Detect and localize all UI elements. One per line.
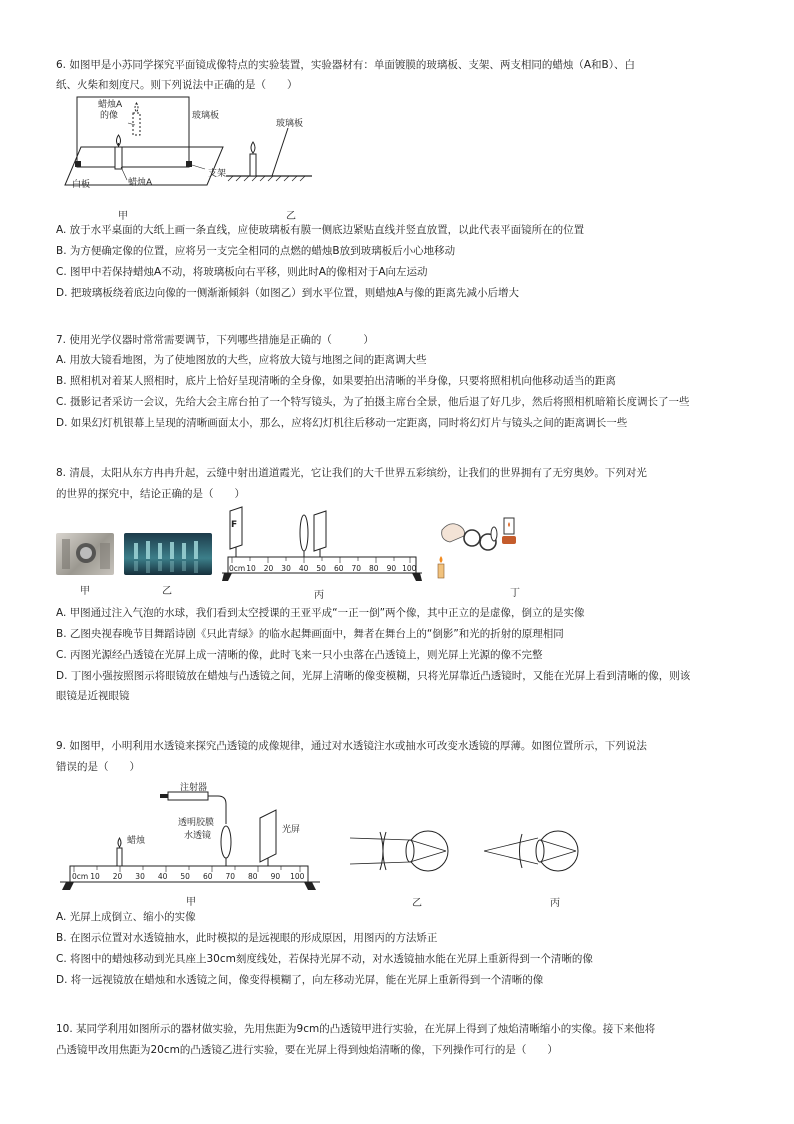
q9-ruler-num: 70 [225,872,236,881]
q6-caption-a: 甲 [118,211,128,222]
q8-option-b: B. 乙图央视春晚节目舞蹈诗剧《只此青绿》的临水起舞画面中，舞者在舞台上的“倒影”和光的折射的原理相同 [56,628,564,640]
q8-option-a: A. 甲图通过注入气泡的水球，我们看到太空授课的王亚平成“一正一倒”两个像，其中正立的是虚像，倒立的是实像 [56,607,585,619]
q9-option-a: A. 光屏上成倒立、缩小的实像 [56,911,196,923]
q6-option-c: C. 图甲中若保持蜡烛A不动，将玻璃板向右平移，则此时A的像相对于A向左运动 [56,266,428,278]
q6-stem-line1: 6. 如图甲是小苏同学探究平面镜成像特点的实验装置，实验器材有：单面镀膜的玻璃板、支架、两支相同的蜡烛（A和B）、白 [56,59,635,71]
q7-option-d: D. 如果幻灯机银幕上呈现的清晰画面太小，那么，应将幻灯机往后移动一定距离，同时将幻灯片与镜头之间的距离调长一些 [56,417,628,429]
q8-ruler-num: 20 [263,564,274,573]
q9-label-screen: 光屏 [282,825,301,835]
q6-label-candle: 蜡烛A [128,178,153,188]
q8-ruler-num: 10 [246,564,256,573]
q8-option-d-continued: 眼镜是近视眼镜 [56,690,130,702]
eye-diagram-b [350,826,460,876]
q8-ruler-num: 50 [316,564,326,573]
q8-ruler-unit: 0cm [229,564,246,573]
q8-option-c: C. 丙图光源经凸透镜在光屏上成一清晰的像，此时飞来一只小虫落在凸透镜上，则光屏上光源的像不完整 [56,649,543,661]
q9-ruler-num: 100 [290,872,305,881]
q6-caption-b: 乙 [286,211,296,222]
q9-figure-eye-b [350,826,460,876]
q9-ruler-num: 90 [270,872,281,881]
q9-ruler-num: 50 [180,872,190,881]
q9-ruler-num: 30 [135,872,145,881]
q6-option-b: B. 为方便确定像的位置，应将另一支完全相同的点燃的蜡烛B放到玻璃板后小心地移动 [56,245,456,257]
water-ball-image [56,533,114,575]
q8-ruler-scale [229,564,416,573]
q10-stem-line2: 凸透镜甲改用焦距为20cm的凸透镜乙进行实验，要在光屏上得到烛焰清晰的像，下列操作可行的是（ ） [56,1044,558,1056]
q8-ruler-num: 90 [386,564,397,573]
q8-figure-glasses [432,510,532,582]
q9-ruler-num: 20 [112,872,123,881]
q8-ruler-num: 100 [402,564,417,573]
q6-stem-line2: 纸、火柴和刻度尺。则下列说法中正确的是（ ） [56,79,298,91]
glasses-lens-diagram [432,510,532,582]
q8-caption-a: 甲 [80,586,90,597]
q9-caption-a: 甲 [186,897,196,908]
q8-ruler-num: 40 [298,564,309,573]
q6-label-stand: 支架 [208,169,227,179]
q6-option-a: A. 放于水平桌面的大纸上画一条直线，应使玻璃板有膜一侧底边紧贴直线并竖直放置，以此代表平面镜所在的位置 [56,224,585,236]
q6-label-image-line2: 的像 [100,111,119,121]
q9-label-lens-line1: 透明胶膜 [178,818,215,828]
q8-ruler-num: 80 [369,564,379,573]
q9-label-lens-line2: 水透镜 [184,831,212,841]
q9-caption-c: 丙 [550,898,560,909]
q8-photo-space-class [56,533,114,575]
q6-label-glass-b: 玻璃板 [276,119,304,129]
q8-caption-b: 乙 [162,586,172,597]
dancers-image [124,533,212,575]
q8-ruler-num: 70 [351,564,362,573]
q8-option-d: D. 丁图小强按照图示将眼镜放在蜡烛与凸透镜之间，光屏上清晰的像变模糊，只将光屏靠近凸透镜时，又能在光屏上看到清晰的像，则该 [56,670,691,682]
q9-option-d: D. 将一远视镜放在蜡烛和水透镜之间，像变得模糊了，向左移动光屏，能在光屏上重新得到一个清晰的像 [56,974,544,986]
q8-ruler-num: 30 [281,564,291,573]
q7-option-b: B. 照相机对着某人照相时，底片上恰好呈现清晰的全身像，如果要拍出清晰的半身像，只要将照相机向他移动适当的距离 [56,375,616,387]
q6-option-d: D. 把玻璃板绕着底边向像的一侧渐渐倾斜（如图乙）到水平位置，则蜡烛A与像的距离先减小后增大 [56,287,519,299]
q9-ruler-num: 40 [157,872,168,881]
q9-option-c: C. 将图中的蜡烛移动到光具座上30cm刻度线处，若保持光屏不动，对水透镜抽水能在光屏上重新得到一个清晰的像 [56,953,593,965]
q9-label-syringe: 注射器 [180,783,208,793]
q7-option-a: A. 用放大镜看地图，为了使地图放的大些，应将放大镜与地图之间的距离调大些 [56,354,427,366]
q7-option-c: C. 摄影记者采访一会议，先给大会主席台拍了一个特写镜头，为了拍摄主席台全景，他后退了好几步，然后将照相机暗箱长度调长了一些 [56,396,690,408]
q9-ruler-scale [72,872,304,881]
q8-ruler-num: 60 [333,564,344,573]
q9-ruler-num: 80 [248,872,258,881]
q8-caption-c: 丙 [314,590,324,601]
q9-caption-b: 乙 [412,898,422,909]
q8-letter-f: F [231,520,238,530]
q6-label-board: 白板 [72,180,91,190]
eye-diagram-c [484,826,594,876]
q6-label-image-line1: 蜡烛A [98,100,123,110]
q9-ruler-num: 10 [90,872,100,881]
q6-label-glass-a: 玻璃板 [192,111,220,121]
q8-photo-dance [124,533,212,575]
q9-label-candle: 蜡烛 [127,836,146,846]
q8-stem-line1: 8. 清晨，太阳从东方冉冉升起，云缝中射出道道霞光，它让我们的大千世界五彩缤纷，让我们的世界拥有了无穷奥妙。下列对光 [56,467,647,479]
q9-figure-eye-c [484,826,594,876]
q9-ruler-num: 60 [202,872,213,881]
q9-stem-line1: 9. 如图甲，小明利用水透镜来探究凸透镜的成像规律，通过对水透镜注水或抽水可改变水透镜的厚薄。如图位置所示，下列说法 [56,740,647,752]
q10-stem-line1: 10. 某同学利用如图所示的器材做实验，先用焦距为9cm的凸透镜甲进行实验，在光屏上得到了烛焰清晰缩小的实像。接下来他将 [56,1023,656,1035]
q9-ruler-unit: 0cm [72,872,89,881]
q8-stem-line2: 的世界的探究中，结论正确的是（ ） [56,488,245,500]
q9-option-b: B. 在图示位置对水透镜抽水，此时模拟的是远视眼的形成原因，用图丙的方法矫正 [56,932,438,944]
q9-stem-line2: 错误的是（ ） [56,761,140,773]
q8-caption-d: 丁 [510,588,520,599]
q7-stem: 7. 使用光学仪器时常常需要调节，下列哪些措施是正确的（ ） [56,334,374,346]
